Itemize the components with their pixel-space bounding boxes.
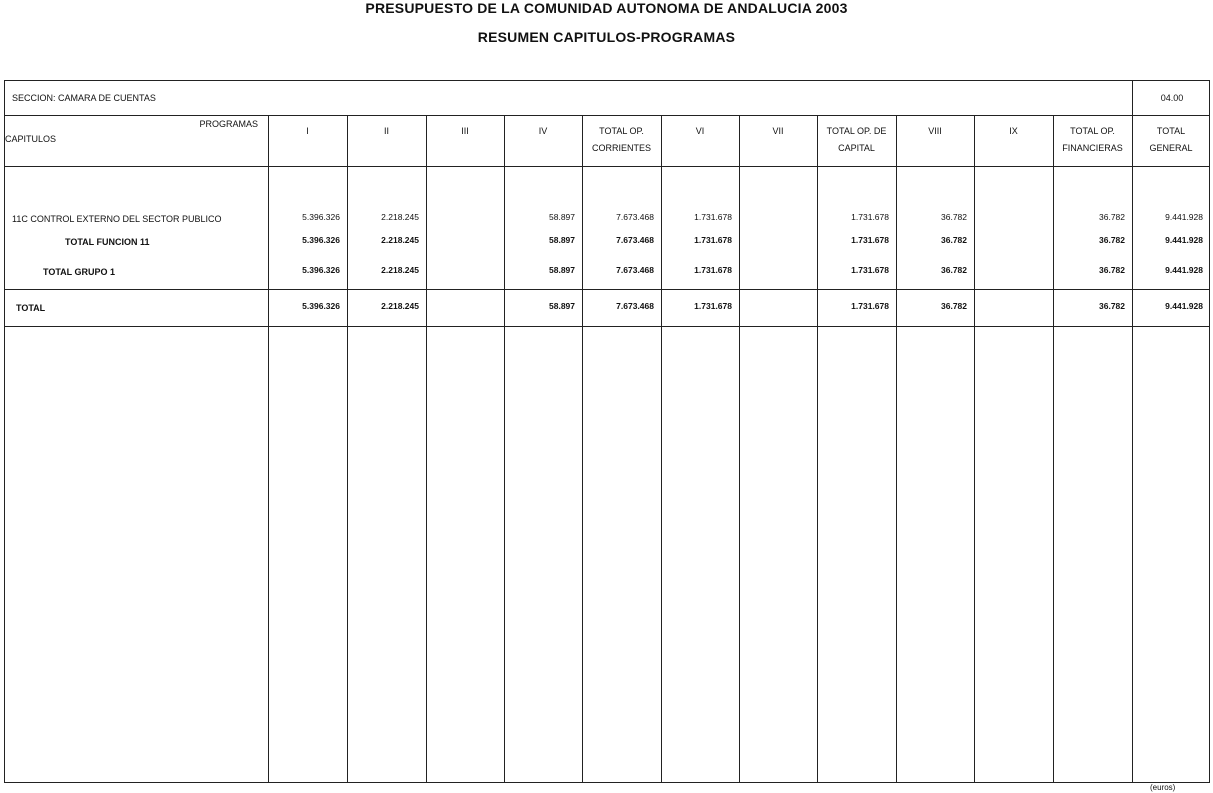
column-header xyxy=(504,123,582,140)
table-cell: 1.731.678 xyxy=(694,301,732,311)
table-cell: 9.441.928 xyxy=(1165,265,1203,275)
column-header-line: VII xyxy=(772,126,784,136)
column-header-line: IX xyxy=(1009,126,1018,136)
section-code-divider xyxy=(1132,80,1133,115)
column-header xyxy=(896,123,974,140)
row-label: 11C CONTROL EXTERNO DEL SECTOR PUBLICO xyxy=(12,214,222,224)
table-cell: 2.218.245 xyxy=(381,265,419,275)
units-note: (euros) xyxy=(1150,783,1176,792)
budget-table xyxy=(4,80,1210,783)
column-header xyxy=(1053,123,1132,157)
table-cell: 36.782 xyxy=(1099,235,1125,245)
column-header-line: CAPITAL xyxy=(838,143,875,153)
section-code: 04.00 xyxy=(1160,93,1184,103)
table-cell: 5.396.326 xyxy=(302,212,340,222)
column-header xyxy=(817,123,896,157)
column-header xyxy=(739,123,817,140)
column-header xyxy=(661,123,739,140)
document-title: PRESUPUESTO DE LA COMUNIDAD AUTONOMA DE ANDALUCIA 2003 xyxy=(365,0,848,16)
column-header-line: TOTAL OP. xyxy=(1070,126,1115,136)
column-header-line: TOTAL xyxy=(1156,126,1186,136)
column-divider xyxy=(974,115,975,783)
table-cell: 36.782 xyxy=(1099,265,1125,275)
table-cell: 9.441.928 xyxy=(1165,212,1203,222)
column-header-line: FINANCIERAS xyxy=(1062,143,1123,153)
table-cell: 36.782 xyxy=(1099,301,1125,311)
table-cell: 9.441.928 xyxy=(1165,235,1203,245)
column-header-line: GENERAL xyxy=(1149,143,1193,153)
table-cell: 2.218.245 xyxy=(381,235,419,245)
corner-programas: PROGRAMAS xyxy=(199,119,258,129)
header-rule xyxy=(4,115,1210,116)
table-cell: 7.673.468 xyxy=(616,301,654,311)
table-cell: 7.673.468 xyxy=(616,265,654,275)
column-header xyxy=(582,123,661,157)
row-label: TOTAL GRUPO 1 xyxy=(43,267,116,277)
table-cell: 5.396.326 xyxy=(302,265,340,275)
total-bottom-rule xyxy=(4,326,1210,327)
table-cell: 58.897 xyxy=(549,265,575,275)
column-header-line: VIII xyxy=(928,126,942,136)
row-label: TOTAL xyxy=(16,303,46,313)
table-cell: 7.673.468 xyxy=(616,212,654,222)
table-cell: 1.731.678 xyxy=(851,235,889,245)
table-cell: 1.731.678 xyxy=(694,235,732,245)
column-header-line: TOTAL OP. xyxy=(599,126,644,136)
table-cell: 7.673.468 xyxy=(616,235,654,245)
column-header-line: TOTAL OP. DE xyxy=(826,126,887,136)
table-cell: 58.897 xyxy=(549,235,575,245)
column-header xyxy=(974,123,1053,140)
column-header xyxy=(426,123,504,140)
total-top-rule xyxy=(4,289,1210,290)
column-header-line: VI xyxy=(695,126,705,136)
section-label: SECCION: CAMARA DE CUENTAS xyxy=(12,93,156,103)
column-divider xyxy=(739,115,740,783)
table-cell: 2.218.245 xyxy=(381,212,419,222)
table-cell: 36.782 xyxy=(941,265,967,275)
table-cell: 5.396.326 xyxy=(302,235,340,245)
table-cell: 5.396.326 xyxy=(302,301,340,311)
column-header xyxy=(347,123,426,140)
table-cell: 36.782 xyxy=(1099,212,1125,222)
table-cell: 1.731.678 xyxy=(851,212,889,222)
column-header-line: III xyxy=(461,126,469,136)
table-cell: 36.782 xyxy=(941,235,967,245)
table-cell: 1.731.678 xyxy=(694,212,732,222)
row-label: TOTAL FUNCION 11 xyxy=(65,237,150,247)
document-subtitle: RESUMEN CAPITULOS-PROGRAMAS xyxy=(477,29,736,45)
column-header-line: I xyxy=(306,126,309,136)
table-cell: 2.218.245 xyxy=(381,301,419,311)
column-header-rule xyxy=(4,166,1210,167)
column-header-line: II xyxy=(383,126,389,136)
table-cell: 36.782 xyxy=(941,212,967,222)
column-header xyxy=(268,123,347,140)
column-header-line: IV xyxy=(538,126,548,136)
column-divider xyxy=(426,115,427,783)
column-header-line: CORRIENTES xyxy=(591,143,651,153)
column-header xyxy=(1132,123,1210,157)
table-cell: 1.731.678 xyxy=(694,265,732,275)
table-cell: 58.897 xyxy=(549,301,575,311)
corner-capitulos: CAPITULOS xyxy=(5,134,57,144)
table-cell: 58.897 xyxy=(549,212,575,222)
table-cell: 36.782 xyxy=(941,301,967,311)
table-cell: 9.441.928 xyxy=(1165,301,1203,311)
table-cell: 1.731.678 xyxy=(851,301,889,311)
table-cell: 1.731.678 xyxy=(851,265,889,275)
